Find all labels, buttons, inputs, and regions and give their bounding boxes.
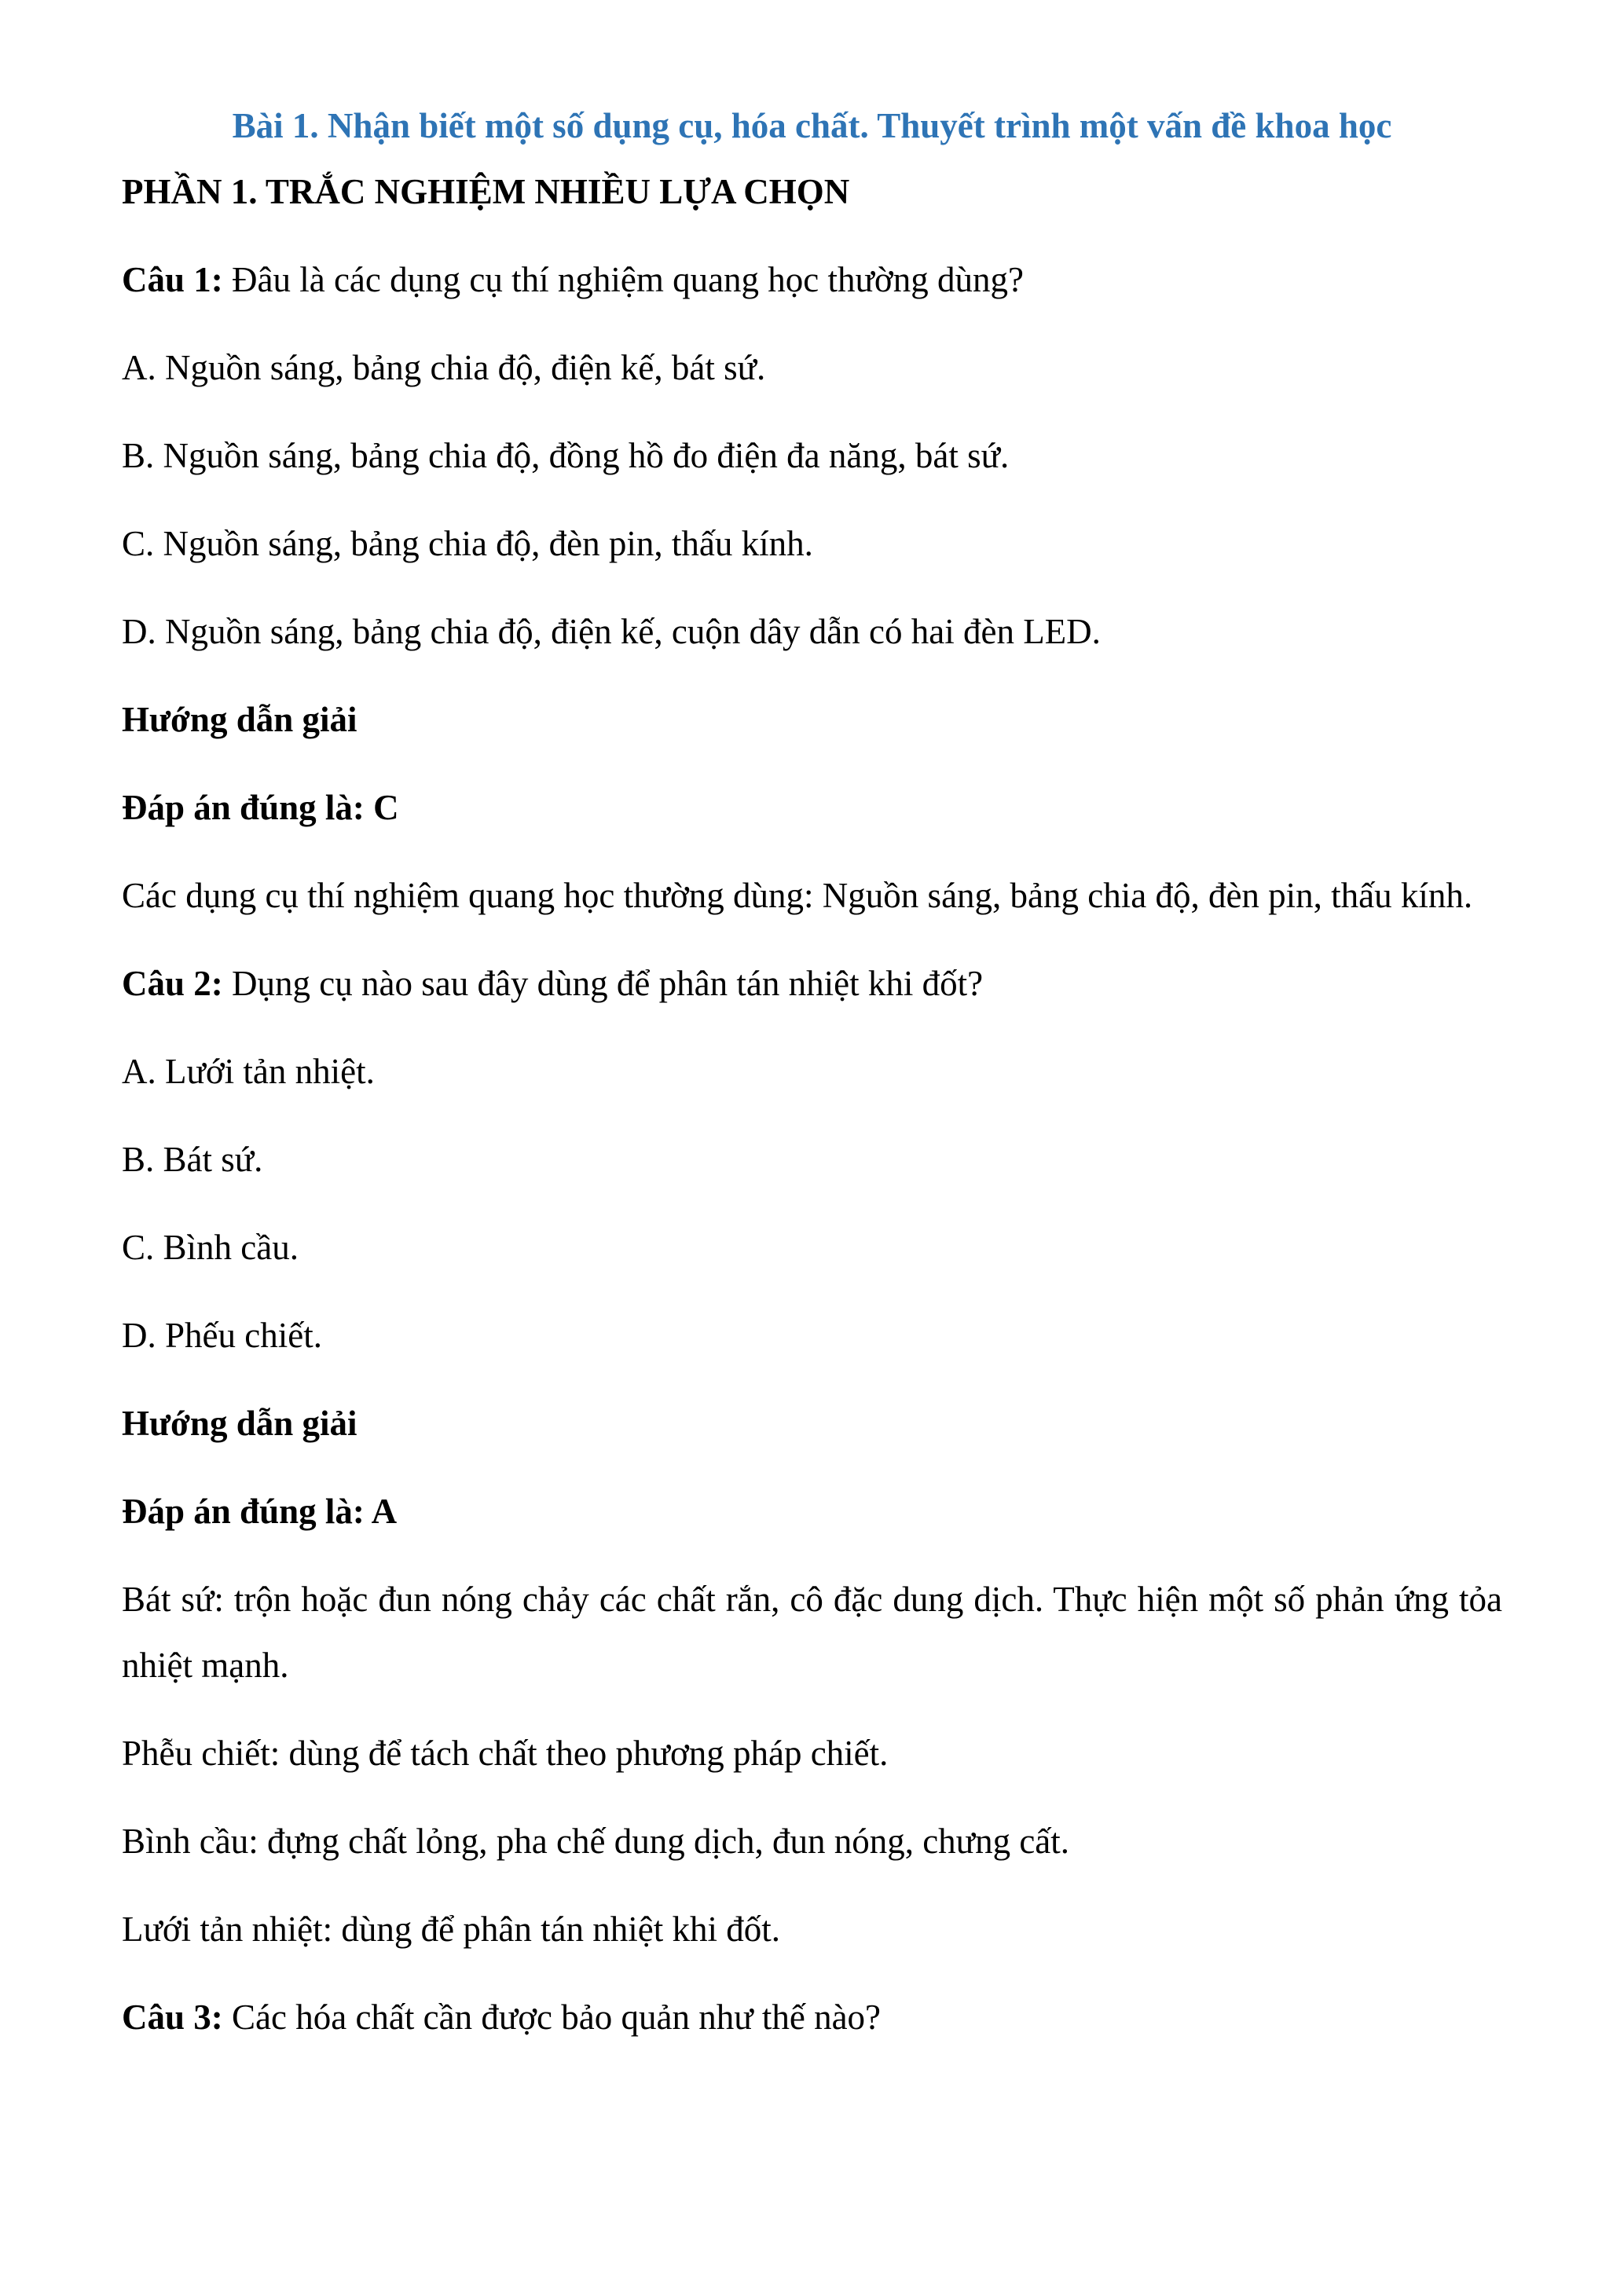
- question-2-option-a: A. Lưới tản nhiệt.: [122, 1052, 375, 1091]
- question-1-guide-heading: Hướng dẫn giải: [122, 700, 357, 739]
- question-1-text: Đâu là các dụng cụ thí nghiệm quang học thường dùng?: [222, 260, 1024, 299]
- question-1-option-c: C. Nguồn sáng, bảng chia độ, đèn pin, thấu kính.: [122, 524, 813, 563]
- question-1-paragraph: [122, 247, 1502, 313]
- question-1-explanation-1: Các dụng cụ thí nghiệm quang học thường dùng: Nguồn sáng, bảng chia độ, đèn pin, thấu kính.: [122, 876, 1473, 915]
- question-2-paragraph: [122, 950, 1502, 1016]
- question-1-answer-line: Đáp án đúng là: C: [122, 788, 399, 827]
- question-1-option-d: D. Nguồn sáng, bảng chia độ, điện kế, cuộn dây dẫn có hai đèn LED.: [122, 612, 1101, 651]
- question-3-label: Câu 3:: [122, 1998, 223, 2037]
- question-1-option-b: B. Nguồn sáng, bảng chia độ, đồng hồ đo điện đa năng, bát sứ.: [122, 436, 1010, 475]
- question-3-text: Các hóa chất cần được bảo quản như thế nào?: [222, 1998, 882, 2037]
- question-2-explanation-3: Bình cầu: đựng chất lỏng, pha chế dung dịch, đun nóng, chưng cất.: [122, 1822, 1070, 1861]
- question-2-option-d: D. Phếu chiết.: [122, 1316, 322, 1355]
- question-2-explanation-2: Phễu chiết: dùng để tách chất theo phương pháp chiết.: [122, 1734, 889, 1773]
- question-2-answer-line: Đáp án đúng là: A: [122, 1492, 398, 1531]
- document-title: Bài 1. Nhận biết một số dụng cụ, hóa chất. Thuyết trình một vấn đề khoa học: [232, 106, 1392, 145]
- question-1-label: Câu 1:: [122, 260, 223, 299]
- question-2-option-c: C. Bình cầu.: [122, 1228, 299, 1267]
- question-3-paragraph: [122, 1984, 1502, 2050]
- question-2-label: Câu 2:: [122, 964, 223, 1003]
- question-2-text: Dụng cụ nào sau đây dùng để phân tán nhiệt khi đốt?: [222, 964, 984, 1003]
- question-2-option-b: B. Bát sứ.: [122, 1140, 263, 1179]
- question-1-option-a: A. Nguồn sáng, bảng chia độ, điện kế, bát sứ.: [122, 348, 766, 387]
- question-2-explanation-4: Lưới tản nhiệt: dùng để phân tán nhiệt khi đốt.: [122, 1910, 781, 1949]
- question-2-explanation-1: Bát sứ: trộn hoặc đun nóng chảy các chất rắn, cô đặc dung dịch. Thực hiện một số phản ứng tỏa nhiệt mạnh.: [122, 1580, 1502, 1685]
- question-2-guide-heading: Hướng dẫn giải: [122, 1404, 357, 1443]
- section-heading-part1: PHẦN 1. TRẮC NGHIỆM NHIỀU LỰA CHỌN: [122, 172, 850, 211]
